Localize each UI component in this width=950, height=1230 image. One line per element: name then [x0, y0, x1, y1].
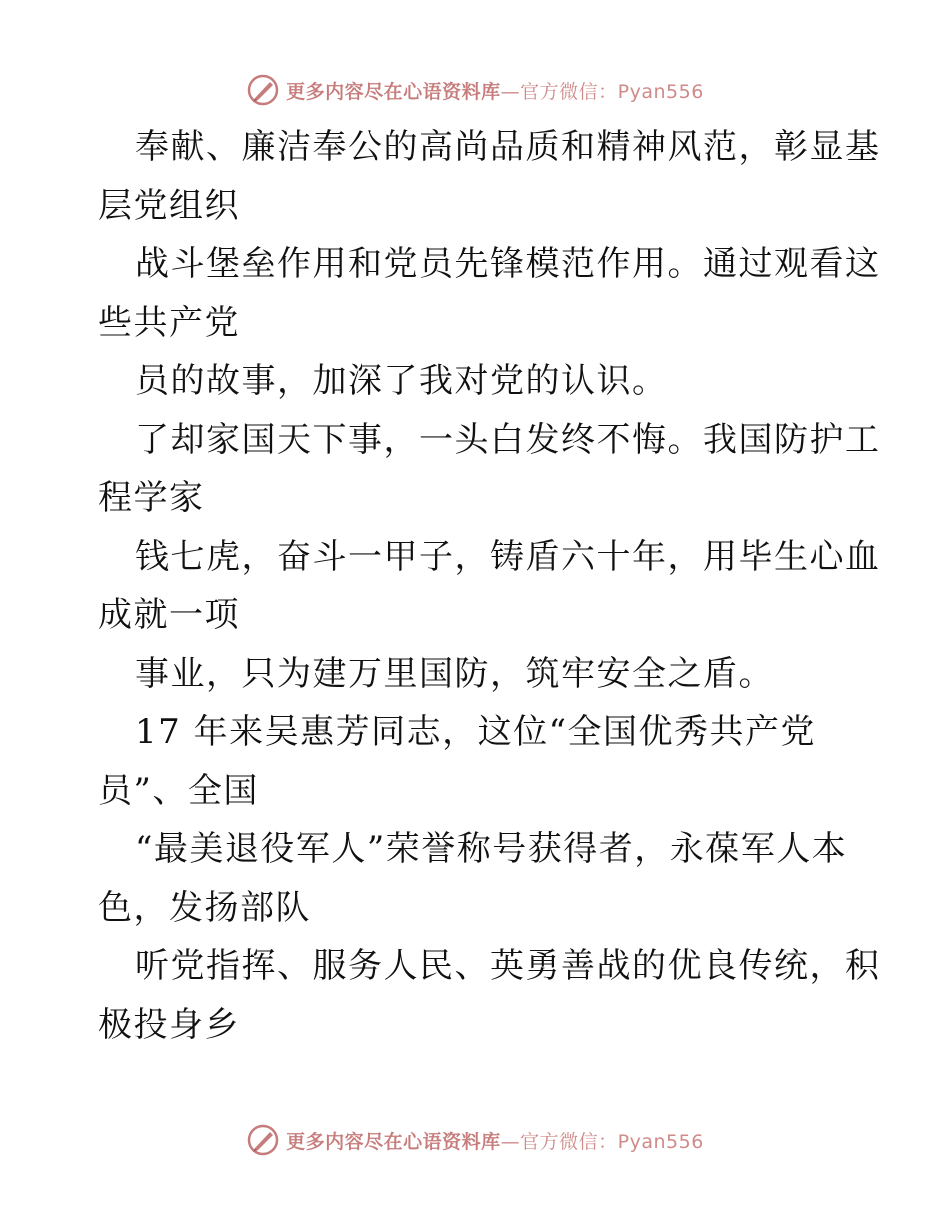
text-line: 员的故事，加深了我对党的认识。 — [135, 361, 668, 401]
text-line: 极投身乡 — [98, 1004, 240, 1045]
header-watermark — [0, 70, 950, 110]
watermark-brand: 更多内容尽在心语资料库 — [286, 1130, 501, 1153]
text-line: 17 年来吴惠芳同志，这位“全国优秀共产党 — [135, 712, 816, 752]
text-line: 听党指挥、服务人民、英勇善战的优良传统，积 — [135, 946, 881, 986]
text-line: 奉献、廉洁奉公的高尚品质和精神风范，彰显基 — [135, 127, 881, 167]
text-line: 些共产党 — [98, 302, 240, 343]
text-line: 战斗堡垒作用和党员先锋模范作用。通过观看这 — [135, 244, 881, 284]
watermark-separator: — — [500, 1130, 521, 1153]
text-line: 成就一项 — [98, 595, 240, 635]
document-body — [98, 118, 881, 1054]
footer-watermark — [0, 1120, 950, 1160]
pen-logo-icon — [246, 1123, 280, 1157]
watermark-brand: 更多内容尽在心语资料库 — [286, 80, 501, 103]
watermark-contact: 官方微信：Pyan556 — [520, 1130, 704, 1153]
watermark-separator: — — [500, 80, 521, 103]
pen-logo-icon — [246, 73, 280, 107]
text-line: “最美退役军人”荣誉称号获得者，永葆军人本 — [135, 829, 848, 869]
text-line: 钱七虎，奋斗一甲子，铸盾六十年，用毕生心血 — [135, 536, 881, 577]
text-line: 色，发扬部队 — [98, 887, 311, 928]
text-line: 了却家国天下事，一头白发终不悔。我国防护工 — [135, 419, 881, 460]
text-line: 员”、全国 — [98, 770, 259, 811]
text-line: 事业，只为建万里国防，筑牢安全之盾。 — [135, 653, 774, 694]
text-line: 程学家 — [98, 478, 205, 518]
watermark-contact: 官方微信：Pyan556 — [520, 80, 704, 103]
text-line: 层党组织 — [98, 185, 240, 226]
